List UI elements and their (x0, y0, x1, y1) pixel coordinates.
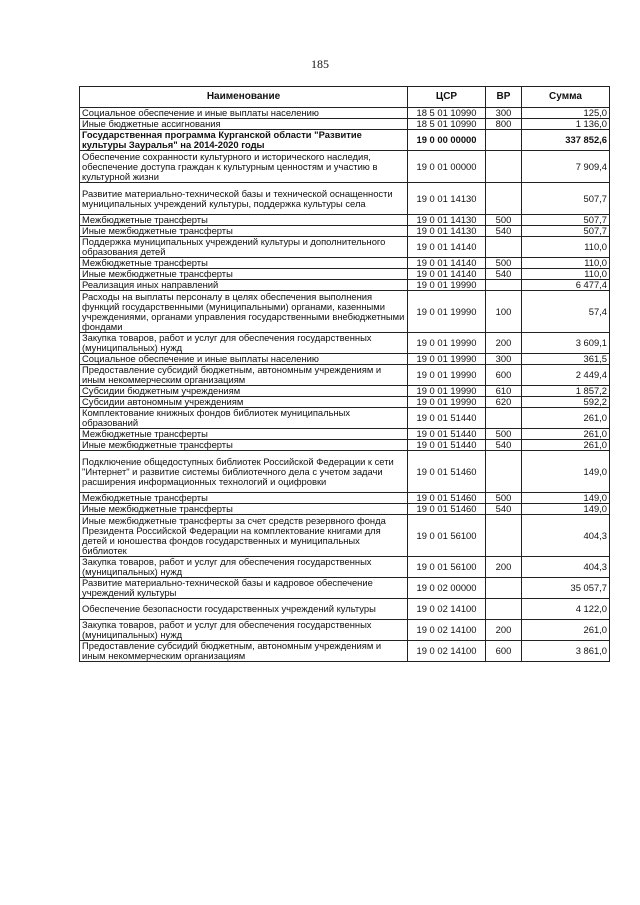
table-row (80, 429, 610, 440)
cell-name: Субсидии бюджетным учреждениям (80, 386, 408, 397)
table-row (80, 258, 610, 269)
cell-csr: 19 0 02 14100 (408, 620, 486, 641)
cell-vr: 800 (486, 119, 522, 130)
cell-sum: 592,2 (522, 397, 610, 408)
table-row (80, 493, 610, 504)
cell-csr: 19 0 01 19990 (408, 365, 486, 386)
cell-sum: 125,0 (522, 108, 610, 119)
cell-name: Обеспечение сохранности культурного и исторического наследия, обеспечение доступа граждан к культурным ценностям и участию в культурной жизни (80, 151, 408, 183)
cell-name: Иные межбюджетные трансферты (80, 269, 408, 280)
table-row (80, 620, 610, 641)
table-row (80, 291, 610, 333)
cell-sum: 149,0 (522, 504, 610, 515)
cell-sum: 110,0 (522, 258, 610, 269)
cell-vr: 500 (486, 258, 522, 269)
cell-name: Развитие материально-технической базы и кадровое обеспечение учреждений культуры (80, 578, 408, 599)
cell-sum: 361,5 (522, 354, 610, 365)
cell-name: Подключение общедоступных библиотек Российской Федерации к сети "Интернет" и развитие системы библиотечного дела с учетом задачи расширения информационных технологий и оцифровки (80, 451, 408, 493)
cell-name: Закупка товаров, работ и услуг для обеспечения государственных (муниципальных) нужд (80, 557, 408, 578)
cell-name: Иные межбюджетные трансферты (80, 440, 408, 451)
cell-vr: 540 (486, 226, 522, 237)
cell-csr: 19 0 01 56100 (408, 557, 486, 578)
cell-sum: 404,3 (522, 557, 610, 578)
cell-csr: 19 0 01 51440 (408, 440, 486, 451)
cell-vr: 500 (486, 429, 522, 440)
cell-csr: 19 0 01 51460 (408, 451, 486, 493)
cell-csr: 19 0 01 14140 (408, 269, 486, 280)
cell-sum: 149,0 (522, 451, 610, 493)
cell-name: Закупка товаров, работ и услуг для обеспечения государственных (муниципальных) нужд (80, 620, 408, 641)
cell-csr: 19 0 01 14130 (408, 226, 486, 237)
table-row (80, 408, 610, 429)
table-row (80, 108, 610, 119)
cell-vr: 600 (486, 365, 522, 386)
cell-vr: 200 (486, 333, 522, 354)
cell-csr: 19 0 01 56100 (408, 515, 486, 557)
table-body (80, 108, 610, 662)
cell-vr (486, 151, 522, 183)
cell-name: Иные межбюджетные трансферты (80, 226, 408, 237)
cell-name: Межбюджетные трансферты (80, 215, 408, 226)
cell-name: Государственная программа Курганской области "Развитие культуры Зауралья" на 2014-2020 годы (80, 130, 408, 151)
cell-vr: 300 (486, 108, 522, 119)
table-row (80, 504, 610, 515)
cell-sum: 507,7 (522, 183, 610, 215)
table-row (80, 515, 610, 557)
cell-name: Расходы на выплаты персоналу в целях обеспечения выполнения функций государственными (муниципальными) органами, казенными учреждениями, органами управления государственными внебюджетными фондами (80, 291, 408, 333)
cell-csr: 19 0 01 14130 (408, 183, 486, 215)
cell-sum: 4 122,0 (522, 599, 610, 620)
cell-csr: 19 0 01 19990 (408, 354, 486, 365)
cell-vr: 200 (486, 620, 522, 641)
table-row (80, 440, 610, 451)
cell-csr: 19 0 01 00000 (408, 151, 486, 183)
cell-csr: 19 0 01 19990 (408, 397, 486, 408)
table-row (80, 280, 610, 291)
cell-name: Обеспечение безопасности государственных учреждений культуры (80, 599, 408, 620)
cell-csr: 19 0 01 14130 (408, 215, 486, 226)
cell-csr: 19 0 01 51440 (408, 408, 486, 429)
cell-sum: 110,0 (522, 269, 610, 280)
cell-vr: 540 (486, 440, 522, 451)
cell-csr: 18 5 01 10990 (408, 108, 486, 119)
cell-vr: 540 (486, 269, 522, 280)
cell-vr (486, 578, 522, 599)
page-number: 185 (311, 57, 329, 71)
table-row (80, 578, 610, 599)
cell-vr (486, 451, 522, 493)
budget-table (79, 86, 610, 662)
cell-vr (486, 237, 522, 258)
cell-sum: 57,4 (522, 291, 610, 333)
table-row (80, 386, 610, 397)
cell-vr: 500 (486, 215, 522, 226)
cell-sum: 261,0 (522, 429, 610, 440)
cell-name: Социальное обеспечение и иные выплаты населению (80, 108, 408, 119)
cell-name: Поддержка муниципальных учреждений культуры и дополнительного образования детей (80, 237, 408, 258)
header-name: Наименование (80, 87, 408, 108)
cell-name: Развитие материально-технической базы и технической оснащенности муниципальных учреждений культуры, поддержка культуры села (80, 183, 408, 215)
cell-sum: 1 136,0 (522, 119, 610, 130)
cell-name: Реализация иных направлений (80, 280, 408, 291)
cell-vr: 610 (486, 386, 522, 397)
table-row (80, 365, 610, 386)
cell-sum: 35 057,7 (522, 578, 610, 599)
cell-vr: 600 (486, 641, 522, 662)
header-csr: ЦСР (408, 87, 486, 108)
cell-sum: 2 449,4 (522, 365, 610, 386)
cell-name: Социальное обеспечение и иные выплаты населению (80, 354, 408, 365)
cell-name: Закупка товаров, работ и услуг для обеспечения государственных (муниципальных) нужд (80, 333, 408, 354)
cell-name: Предоставление субсидий бюджетным, автономным учреждениям и иным некоммерческим организациям (80, 365, 408, 386)
cell-sum: 261,0 (522, 620, 610, 641)
cell-sum: 7 909,4 (522, 151, 610, 183)
cell-csr: 19 0 01 14140 (408, 258, 486, 269)
cell-name: Межбюджетные трансферты (80, 429, 408, 440)
cell-csr: 19 0 01 19990 (408, 280, 486, 291)
cell-vr: 540 (486, 504, 522, 515)
cell-vr: 100 (486, 291, 522, 333)
cell-name: Иные межбюджетные трансферты за счет средств резервного фонда Президента Российской Федерации на комплектование книгами для детей и юношества фондов государственных и муниципальных библиотек (80, 515, 408, 557)
cell-csr: 19 0 02 14100 (408, 641, 486, 662)
header-vr: ВР (486, 87, 522, 108)
cell-sum: 6 477,4 (522, 280, 610, 291)
table-row (80, 599, 610, 620)
cell-vr (486, 280, 522, 291)
cell-sum: 261,0 (522, 440, 610, 451)
table-row (80, 226, 610, 237)
cell-csr: 19 0 01 51460 (408, 493, 486, 504)
table-row (80, 641, 610, 662)
cell-sum: 507,7 (522, 215, 610, 226)
cell-sum: 149,0 (522, 493, 610, 504)
cell-sum: 3 861,0 (522, 641, 610, 662)
cell-csr: 19 0 00 00000 (408, 130, 486, 151)
cell-vr (486, 599, 522, 620)
cell-csr: 18 5 01 10990 (408, 119, 486, 130)
cell-name: Субсидии автономным учреждениям (80, 397, 408, 408)
table-header (80, 87, 610, 108)
table-row (80, 397, 610, 408)
cell-vr: 200 (486, 557, 522, 578)
table-row (80, 557, 610, 578)
cell-csr: 19 0 02 00000 (408, 578, 486, 599)
cell-vr: 300 (486, 354, 522, 365)
table-row (80, 130, 610, 151)
cell-sum: 404,3 (522, 515, 610, 557)
cell-vr (486, 130, 522, 151)
cell-sum: 110,0 (522, 237, 610, 258)
cell-csr: 19 0 02 14100 (408, 599, 486, 620)
table-row (80, 269, 610, 280)
cell-sum: 3 609,1 (522, 333, 610, 354)
table-row (80, 119, 610, 130)
header-row (80, 87, 610, 108)
cell-csr: 19 0 01 19990 (408, 291, 486, 333)
table-row (80, 151, 610, 183)
cell-vr: 500 (486, 493, 522, 504)
table-row (80, 354, 610, 365)
cell-vr (486, 183, 522, 215)
header-sum: Сумма (522, 87, 610, 108)
table-row (80, 237, 610, 258)
cell-vr (486, 515, 522, 557)
cell-vr (486, 408, 522, 429)
cell-name: Межбюджетные трансферты (80, 493, 408, 504)
cell-name: Иные бюджетные ассигнования (80, 119, 408, 130)
table-row (80, 183, 610, 215)
cell-name: Комплектование книжных фондов библиотек муниципальных образований (80, 408, 408, 429)
table-row (80, 333, 610, 354)
cell-sum: 1 857,2 (522, 386, 610, 397)
cell-name: Предоставление субсидий бюджетным, автономным учреждениям и иным некоммерческим организациям (80, 641, 408, 662)
table-row (80, 451, 610, 493)
cell-csr: 19 0 01 14140 (408, 237, 486, 258)
cell-name: Иные межбюджетные трансферты (80, 504, 408, 515)
cell-vr: 620 (486, 397, 522, 408)
table-row (80, 215, 610, 226)
cell-name: Межбюджетные трансферты (80, 258, 408, 269)
cell-csr: 19 0 01 19990 (408, 386, 486, 397)
cell-csr: 19 0 01 51460 (408, 504, 486, 515)
cell-sum: 337 852,6 (522, 130, 610, 151)
cell-sum: 261,0 (522, 408, 610, 429)
cell-sum: 507,7 (522, 226, 610, 237)
cell-csr: 19 0 01 19990 (408, 333, 486, 354)
cell-csr: 19 0 01 51440 (408, 429, 486, 440)
